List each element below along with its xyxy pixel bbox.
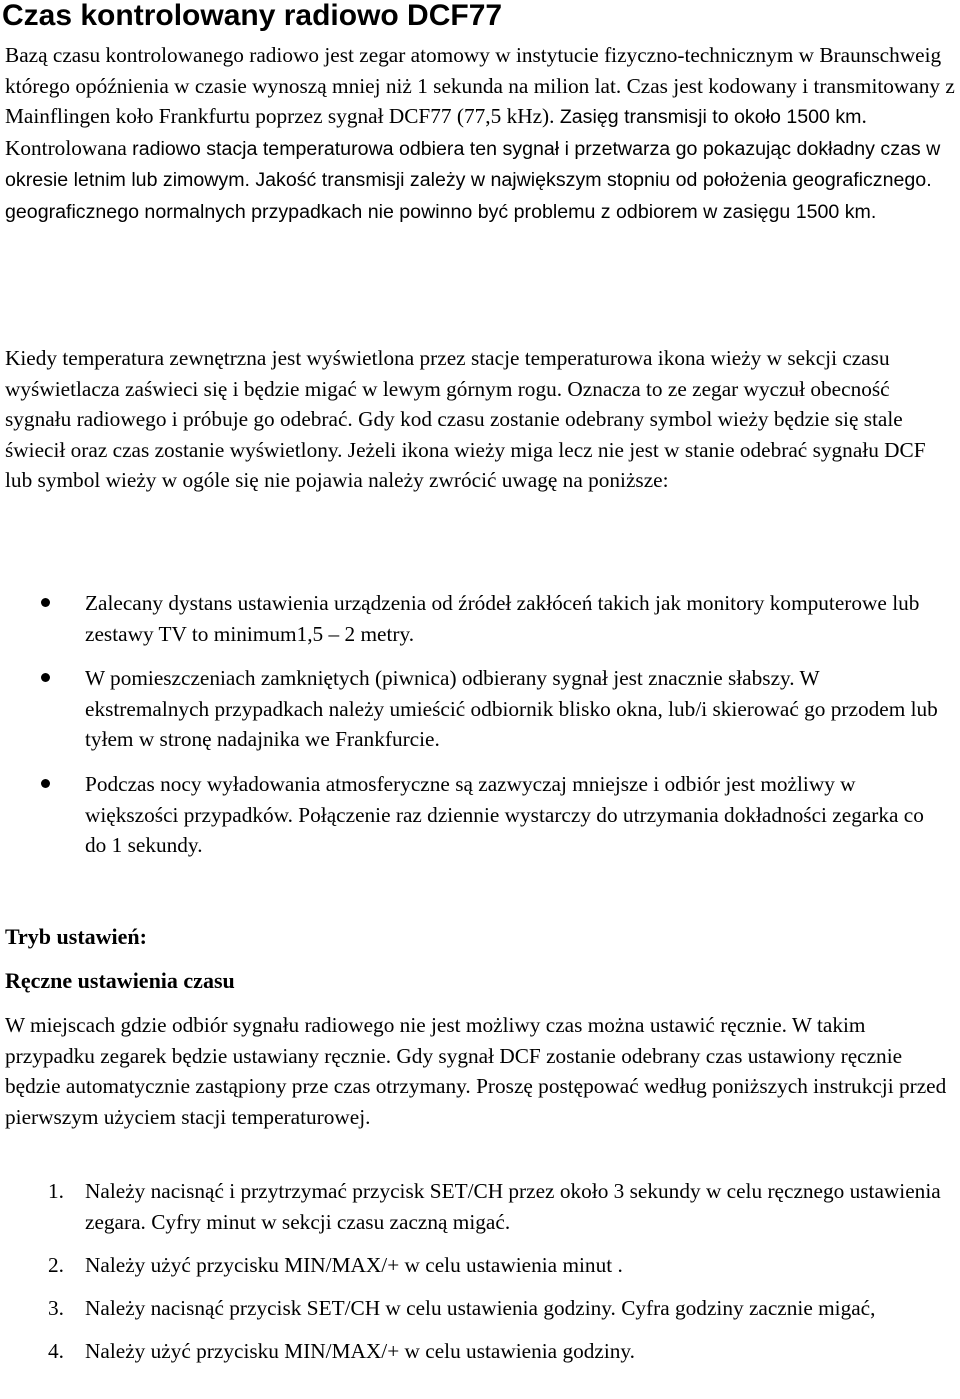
step-text: Należy nacisnąć przycisk SET/CH w celu ustawienia godziny. Cyfra godziny zacznie migać, xyxy=(85,1295,876,1320)
intro-paragraph xyxy=(5,40,955,228)
list-item xyxy=(0,588,945,649)
list-item-text: Zalecany dystans ustawienia urządzenia od źródeł zakłóceń takich jak monitory komputerowe lub zestawy TV to minimum1,5 – 2 metry. xyxy=(85,591,920,646)
list-item xyxy=(0,1336,945,1367)
step-number: 1. xyxy=(48,1179,64,1203)
step-number: 4. xyxy=(48,1338,64,1363)
bullet-icon xyxy=(41,673,50,682)
bullet-icon xyxy=(41,598,50,607)
step-number: 3. xyxy=(48,1295,64,1320)
manual-setting-paragraph: W miejscach gdzie odbiór sygnału radiowego nie jest możliwy czas można ustawić ręcznie. W takim przypadku zegarek będzie ustawiany ręcznie. Gdy sygnał DCF zostanie odebrany czas ustawiony ręcznie będzie automatycznie zastąpiony prze czas otrzymany. Proszę postępować według poniższych instrukcji przed pierwszym użyciem stacji temperaturowej. xyxy=(5,1013,947,1129)
section-heading: Tryb ustawień: xyxy=(5,924,147,949)
step-text: Należy użyć przycisku MIN/MAX/+ w celu ustawienia minut . xyxy=(85,1252,623,1277)
list-item xyxy=(0,1250,945,1281)
intro-text-5: Jakość transmisji zależy w największym stopniu od położenia geograficznego. geograficznego normalnych przypadkach nie powinno być problemu z odbiorem w zasięgu 1500 km. xyxy=(5,169,932,223)
tower-icon-paragraph: Kiedy temperatura zewnętrzna jest wyświetlona przez stacje temperaturowa ikona wieży w sekcji czasu wyświetlacza zaświeci się i będzie migać w lewym górnym rogu. Oznacza to ze zegar wyczuł obecność sygnału radiowego i próbuje go odebrać. Gdy kod czasu zostanie odebrany symbol wieży będzie się stale świecił oraz czas zostanie wyświetlony. Jeżeli ikona wieży miga lecz nie jest w stanie odebrać sygnału DCF lub symbol wieży w ogóle się nie pojawia należy zwrócić uwagę na poniższe: xyxy=(5,346,926,493)
step-number: 2. xyxy=(48,1252,64,1277)
bullet-icon xyxy=(41,779,50,788)
list-item-text: Podczas nocy wyładowania atmosferyczne są zazwyczaj mniejsze i odbiór jest możliwy w większości przypadków. Połączenie raz dziennie wystarczy do utrzymania dokładności zegarka co do 1 sekundy. xyxy=(85,771,924,858)
step-text: Należy użyć przycisku MIN/MAX/+ w celu ustawienia godziny. xyxy=(85,1338,635,1363)
list-item xyxy=(0,769,945,861)
list-item xyxy=(0,1176,945,1237)
steps-list xyxy=(0,1176,960,1379)
subsection-heading: Ręczne ustawienia czasu xyxy=(5,968,235,993)
list-item xyxy=(0,663,945,755)
intro-text-3: . Kontrolowana xyxy=(5,104,867,160)
page-title: Czas kontrolowany radiowo DCF77 xyxy=(2,0,503,32)
step-text: Należy nacisnąć i przytrzymać przycisk SET/CH przez około 3 sekundy w celu ręcznego ustawienia zegara. Cyfry minut w sekcji czasu zaczną migać. xyxy=(85,1179,941,1234)
intro-text-4: radiowo stacja temperaturowa odbiera ten sygnał i przetwarza go pokazując dokładny czas w okresie letnim lub zimowym. xyxy=(5,137,941,192)
list-item xyxy=(0,1293,945,1324)
list-item-text: W pomieszczeniach zamkniętych (piwnica) odbierany sygnał jest znacznie słabszy. W ekstremalnych przypadkach należy umieścić odbiornik blisko okna, lub/i skierować go przodem lub tyłem w stronę nadajnika we Frankfurcie. xyxy=(85,666,938,752)
tips-list xyxy=(0,588,960,875)
intro-text-2: Zasięg transmisji to około 1500 km xyxy=(559,106,862,129)
intro-text-1: Bazą czasu kontrolowanego radiowo jest zegar atomowy w instytucie fizyczno-technicznym w Braunschweig którego opóźnienia w czasie wynoszą mniej niż 1 sekunda na milion lat. Czas jest kodowany i transmitowany z Mainflingen koło Frankfurtu poprzez sygnał DCF77 (77,5 kHz). xyxy=(5,43,955,129)
